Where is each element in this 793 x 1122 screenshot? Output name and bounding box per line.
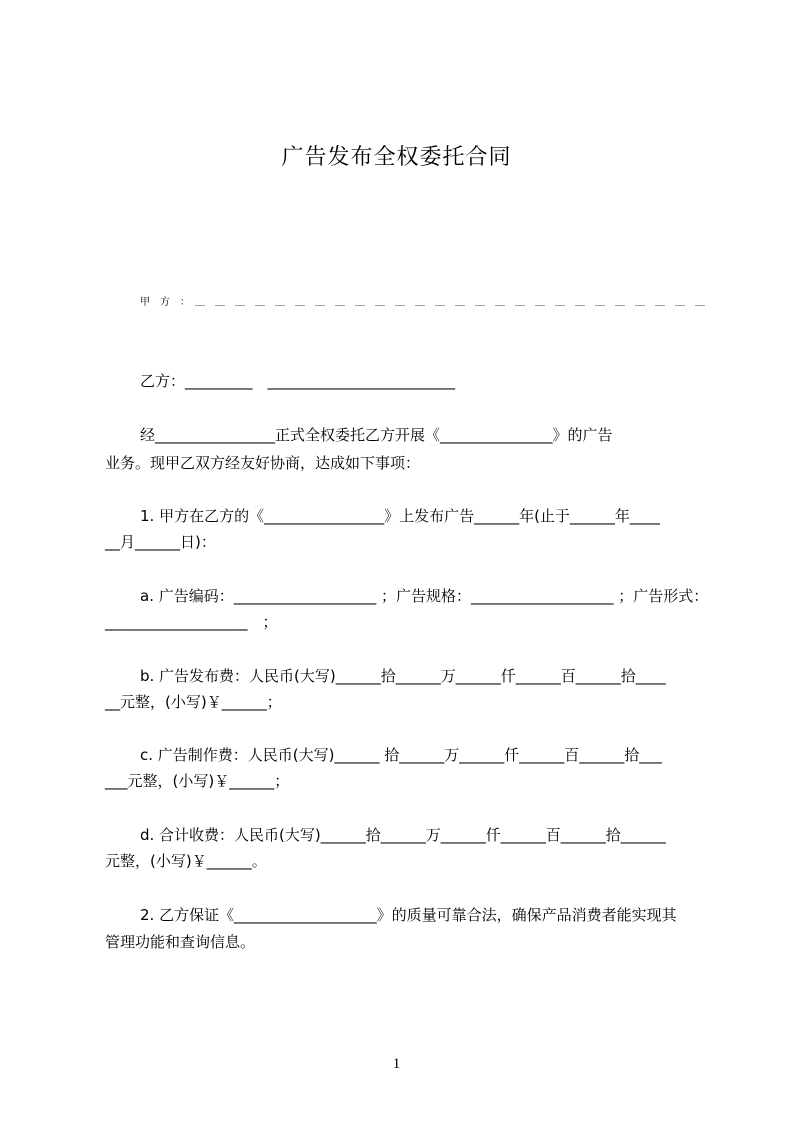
- intro-line-2: 业务。现甲乙双方经友好协商，达成如下事项：: [105, 454, 421, 472]
- item-b-line-1: b. 广告发布费：人民币(大写)______拾______万______仟______百______拾____: [140, 667, 666, 685]
- party-a-line: 甲 方 ： ＿ ＿ ＿ ＿ ＿ ＿ ＿ ＿ ＿ ＿ ＿ ＿ ＿ ＿ ＿ ＿ ＿ ＿ ＿ ＿ ＿ ＿ ＿ ＿ ＿ ＿: [140, 297, 705, 308]
- item-c-line-1: c. 广告制作费：人民币(大写)______ 拾______万______仟______百______拾___: [140, 746, 662, 764]
- party-b-line: 乙方：_________ _________________________: [140, 372, 456, 390]
- item2-line-1: 2. 乙方保证《___________________》的质量可靠合法，确保产品消费者能实现其: [140, 906, 677, 924]
- page-number: 1: [392, 1056, 401, 1072]
- item-d-line-2: 元整，(小写)￥______。: [105, 852, 267, 870]
- intro-line-1: 经________________正式全权委托乙方开展《_______________》的广告: [140, 426, 613, 444]
- item1-line-2: __月______日)：: [105, 533, 216, 551]
- item-a-line-1: a. 广告编码：___________________ ；广告规格：___________________ ；广告形式：: [140, 587, 709, 605]
- item-d-line-1: d. 合计收费：人民币(大写)______拾______万______仟______百______拾______: [140, 826, 666, 844]
- item-b-line-2: __元整，(小写)￥______；: [105, 693, 282, 711]
- document-title: 广告发布全权委托合同: [281, 145, 512, 170]
- item-c-line-2: ___元整，(小写)￥______；: [105, 772, 290, 790]
- item1-line-1: 1. 甲方在乙方的《________________》上发布广告______年(止于______年____: [140, 507, 660, 525]
- item-a-line-2: ___________________ ；: [105, 613, 278, 631]
- item2-line-2: 管理功能和查询信息。: [105, 933, 256, 951]
